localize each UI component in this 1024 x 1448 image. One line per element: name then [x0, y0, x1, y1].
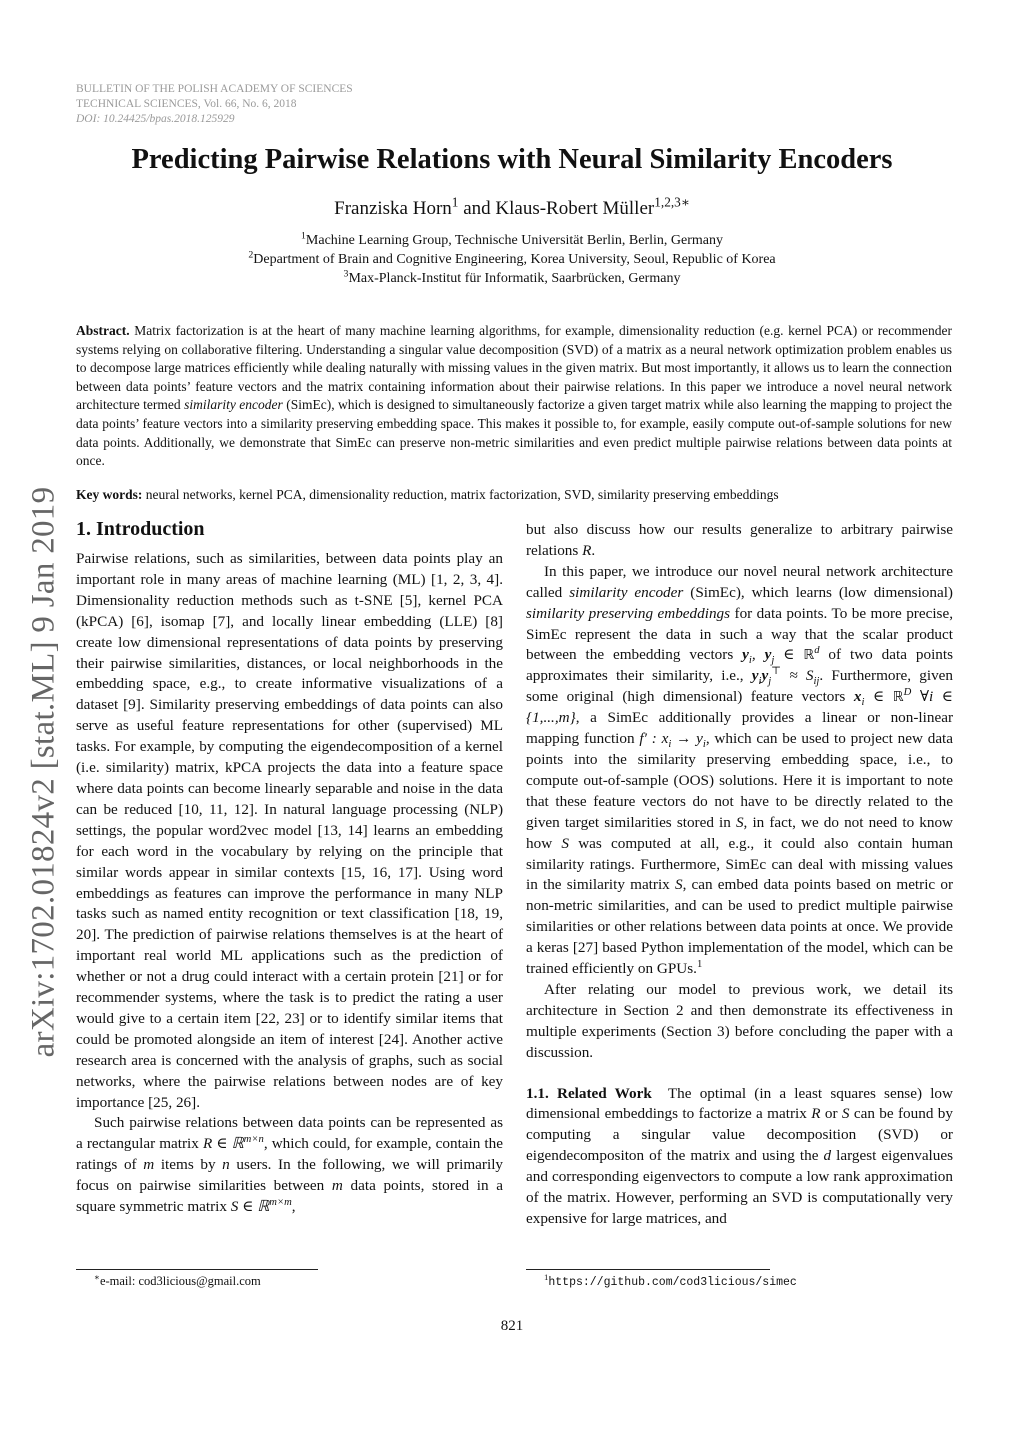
- footnote-github-mark: 1: [544, 1271, 549, 1282]
- section-heading-introduction: 1. Introduction: [76, 518, 205, 540]
- abstract-label: Abstract.: [76, 323, 130, 338]
- math-m: m: [143, 1156, 155, 1174]
- abstract: [76, 322, 952, 471]
- math-mapping: f′ : $x_i \to y_i$: [639, 730, 706, 751]
- intro-p4-text-h: , in fact, we do not need to know how: [526, 813, 954, 852]
- keywords-text: neural networks, kernel PCA, dimensionality reduction, matrix factorization, SVD, similarity preserving embeddings: [145, 487, 779, 502]
- math-approx: $y_iy_j^⊤ \approx S_{ij}$: [751, 666, 820, 688]
- author-1-affil: 1: [451, 194, 459, 210]
- abstract-text-1: Matrix factorization is at the heart of many machine learning algorithms, for example, dimensionality reduction (e.g. kernel PCA) or recommender systems relying on collaborative filtering. Understanding a singular value decomposition (SVD) of a matrix as a neural network optimization problem enables us to decompose large matrices efficiently while dealing naturally with missing values in the given matrix. But most importantly, it allows us to learn the connection between data points’ feature vectors and the matrix containing information about their pairwise relations. In this paper we introduce a novel neural network architecture termed: [76, 323, 953, 413]
- affiliation-1-mark: 1: [301, 230, 306, 242]
- keywords-label: Key words:: [76, 487, 143, 502]
- author-2-affil: 1,2,3∗: [654, 194, 690, 210]
- affiliation-1-text: Machine Learning Group, Technische Universität Berlin, Berlin, Germany: [305, 233, 723, 248]
- abstract-term: similarity encoder: [184, 397, 283, 413]
- math-R-in: R ∈ ℝ: [202, 1135, 244, 1153]
- intro-paragraph-1: Pairwise relations, such as similarities, between data points play an important role in many areas of machine learning (ML) [1, 2, 3, 4]. Dimensionality reduction methods such as t-SNE [5], kernel PCA (kPCA) [6], isomap [7], and locally linear embedding (LLE) [8] create low dimensional representations of data points by preserving their pairwise similarities, distances, or local neighborhoods in the embedding space, e.g., to create informative visualizations of a dataset [9]. Similarity preserving embeddings of data points can also serve as useful feature representations for other (supervised) ML tasks. For example, by computing the eigendecomposition of a kernel (i.e. similarity) matrix, kPCA projects the data into a feature space where data points can become linearly separable and noise in the data can be reduced [10, 11, 12]. In natural language processing (NLP) settings, the popular word2vec model [13, 14] learns an embedding for each word in the vocabulary by relying on the principle that similar words appear in similar contexts [15, 16, 17]. Using word embeddings as features can improve the performance in many NLP tasks such as named entity recognition or text classification [18, 19, 20]. The prediction of pairwise relations themselves is at the heart of important real world ML applications such as the prediction of whether or not a drug could interact with a certain protein [21] or for recommender systems, where the task is to predict the rating a user would give to a certain item [22, 23] or to identify similar items that could be promoted alongside an item of interest [24]. Another active research area is concerned with the analysis of graphs, such as social networks, where the pairwise relations between nodes are of key importance [25, 26].: [76, 550, 503, 1111]
- intro-p4-text-e: Furthermore, given some original (high dimensional) feature vectors: [526, 667, 954, 706]
- math-d: d: [823, 1147, 832, 1165]
- math-S: S: [735, 813, 744, 831]
- math-set: ∀i ∈ {1,...,m}: [526, 688, 954, 727]
- math-embedding-vectors: $y_i$, $y_j$ ∈ ℝ$^d$: [742, 645, 820, 667]
- intro-p3-text: but also discuss how our results generalize to arbitrary pairwise relations: [526, 521, 953, 559]
- math-R: R: [582, 541, 592, 559]
- math-approx-S: ≈ S: [789, 667, 814, 685]
- footnote-email-mark: ∗: [94, 1271, 100, 1282]
- math-x: x: [853, 688, 862, 706]
- math-d-sup: d: [814, 645, 820, 657]
- intro-p4-text-b: (SimEc), which learns (low dimensional): [690, 583, 953, 601]
- affiliation-2-text: Department of Brain and Cognitive Engineering, Korea University, Seoul, Republic of Korea: [253, 252, 776, 267]
- intro-p4-term-1: similarity encoder: [569, 583, 684, 601]
- math-fprime: f′ : x: [639, 730, 669, 748]
- related-work-paragraph: [526, 1084, 953, 1230]
- intro-paragraph-2: Such pairwise relations between data points can be represented as a rectangular matrix R ∈ ℝ$^{m\times n}$, which could, for example, contain the ratings of m items by n users. In the following, we will primarily focus on pairwise similarities between m data points, stored in a square symmetric matrix S ∈ ℝ$^{m\times m}$,: [76, 1114, 504, 1216]
- intro-paragraph-3: but also discuss how our results generalize to arbitrary pairwise relations R.: [526, 521, 953, 559]
- math-D-sup: D: [903, 687, 912, 699]
- math-S-in: S ∈ ℝ: [230, 1198, 270, 1216]
- footnote-github-link[interactable]: https://github.com/cod3licious/simec: [548, 1276, 797, 1289]
- intro-p4-text-d: of two data points approximates their similarity, i.e.,: [526, 646, 954, 685]
- related-text-d: largest eigenvalues and corresponding eigenvectors to compute a low rank approximation of the matrix. However, performing an SVD is computationally very expensive for large matrices, and: [526, 1147, 954, 1227]
- math-n: n: [222, 1156, 230, 1174]
- subsection-heading-related-work: 1.1. Related Work: [526, 1084, 652, 1102]
- intro-paragraph-5: After relating our model to previous work, we detail its architecture in Section 2 and then demonstrate its effectiveness in multiple experiments (Section 3) before concluding the paper with a discussion.: [526, 980, 953, 1061]
- footnote-rule-left: [76, 1269, 318, 1270]
- intro-p2-text-d: users. In the following, we will primarily focus on pairwise similarities between: [76, 1156, 504, 1195]
- abstract-text-2: (SimEc), which is designed to simultaneously factorize a given target matrix while also learning the mapping to project the data points’ feature vectors into a similarity preserving embedding space. This makes it possible to, for example, easily compute out-of-sample solutions for new data points. Additionally, we demonstrate that SimEc can preserve non-metric similarities and even predict multiple pairwise relations between data points at once.: [76, 397, 953, 469]
- intro-p4-text-i: was computed at all, e.g., it could also contain human similarity ratings. Furthermore, SimEc can deal with missing values in the similarity matrix: [526, 834, 953, 894]
- math-feature-vectors: $x_i$ ∈ ℝ$^D$ ∀i ∈ {1,...,m}: [526, 687, 954, 727]
- math-mxn: m×n: [243, 1134, 264, 1146]
- related-text-c: can be found by computing a singular value decomposition (SVD) or eigendecompositon of the matrix and using the: [526, 1105, 953, 1165]
- affiliation-2-mark: 2: [248, 249, 254, 261]
- journal-doi: DOI: 10.24425/bpas.2018.125929: [76, 113, 235, 125]
- related-text-b: or: [824, 1105, 838, 1123]
- intro-paragraph-4: In this paper, we introduce our novel neural network architecture called similarity encoder (SimEc), which learns (low dimensional) similarity preserving embeddings for data points. To be more precise, SimEc represent the data in such a way that the scalar product between the embedding vectors $y_i$, $y_j$ ∈ ℝ$^d$ of two data points approximates their similarity, i.e., $y_iy_j^⊤ \approx S_{ij}$. Furthermore, given some original (high dimensional) feature vectors $x_i$ ∈ ℝ$^D$ ∀i ∈ {1,...,m}, a SimEc additionally provides a linear or non-linear mapping function f′ : $x_i \to y_i$, which can be used to project new data points into the similarity preserving embedding space, i.e., to compute out-of-sample (OOS) solutions. Here it is important to note that these feature vectors do not have to be directly related to the given target similarities stored in S, in fact, we do not need to know how S was computed at all, e.g., it could also contain human similarity ratings. Furthermore, SimEc can deal with missing values in the similarity matrix S, can embed data points based on metric or non-metric similarities, and can be used to predict multiple pairwise similarities or other relations between data points at once. We provide a keras [27] based Python implementation of the model, which can be trained efficiently on GPUs.$^1$: [526, 562, 954, 978]
- page-number: 821: [500, 1318, 524, 1334]
- author-line: [0, 194, 1024, 220]
- arxiv-identifier: arXiv:1702.01824v2 [stat.ML] 9 Jan 2019: [25, 486, 62, 1058]
- math-ij: ij: [813, 676, 820, 688]
- footnote-email-text: e-mail: cod3licious@gmail.com: [99, 1274, 261, 1288]
- intro-p2-text-e: data points, stored in a square symmetric matrix: [76, 1177, 504, 1216]
- affiliation-3-mark: 3: [343, 268, 349, 280]
- intro-p4-text-a: In this paper, we introduce our novel neural network architecture called: [526, 562, 953, 601]
- math-mxm: m×m: [269, 1197, 292, 1209]
- math-S-in-reals: [231, 1198, 292, 1215]
- author-1-name: Franziska Horn: [334, 198, 452, 219]
- footnote-rule-right: [526, 1269, 770, 1270]
- math-R-2: R: [811, 1105, 821, 1123]
- affiliation-3-text: Max-Planck-Institut für Informatik, Saarbrücken, Germany: [348, 271, 681, 286]
- author-2-name: Klaus-Robert Müller: [495, 198, 655, 219]
- footnote-email: [94, 1271, 261, 1289]
- paper-title: Predicting Pairwise Relations with Neural Similarity Encoders: [131, 144, 893, 175]
- math-S-2: S: [561, 834, 569, 852]
- intro-p4-text-c: for data points. To be more precise, SimEc represent the data in such a way that the scalar product between the embedding vectors: [526, 604, 954, 664]
- intro-p4-text-g: , which can be used to project new data points into the similarity preserving embedding space, i.e., to compute out-of-sample (OOS) solutions. Here it is important to note that these feature vectors do not have to be directly related to the given target similarities stored in: [526, 730, 954, 831]
- math-m-2: m: [331, 1177, 343, 1195]
- math-R-in-reals: [203, 1135, 264, 1152]
- author-and: and: [463, 198, 491, 219]
- keywords: [76, 486, 952, 504]
- affiliation-3: [0, 268, 1024, 287]
- intro-p4-text-j: , can embed data points based on metric or non-metric similarities, and can be used to predict multiple pairwise similarities or other relations between data points at once. We provide a keras [27] based Python implementation of the model, which can be trained efficiently on GPUs.: [526, 876, 954, 978]
- left-column: [76, 517, 503, 1218]
- affiliation-2: [0, 249, 1024, 268]
- intro-p2-text-c: items by: [160, 1156, 216, 1174]
- intro-p2-text-a: Such pairwise relations between data points can be represented as a rectangular matrix: [76, 1114, 503, 1153]
- math-S-4: S: [841, 1105, 850, 1123]
- affiliation-1: [0, 230, 1024, 249]
- right-column: [526, 520, 953, 1230]
- intro-p4-term-2: similarity preserving embeddings: [526, 604, 731, 622]
- footnote-github: [544, 1271, 797, 1289]
- journal-header: [76, 82, 353, 127]
- related-text-a: The optimal (in a least squares sense) low dimensional embeddings to factorize a matrix: [526, 1084, 953, 1123]
- math-arrow: → y: [676, 730, 703, 748]
- math-S-3: S: [674, 876, 683, 894]
- journal-volume: TECHNICAL SCIENCES, Vol. 66, No. 6, 2018: [76, 98, 297, 110]
- journal-name: BULLETIN OF THE POLISH ACADEMY OF SCIENCES: [76, 83, 353, 95]
- math-y: y: [742, 646, 749, 664]
- intro-p4-text-f: , a SimEc additionally provides a linear or non-linear mapping function: [526, 709, 953, 748]
- intro-p2-text-b: , which could, for example, contain the ratings of: [76, 1135, 503, 1174]
- footnote-ref-1[interactable]: 1: [696, 958, 703, 970]
